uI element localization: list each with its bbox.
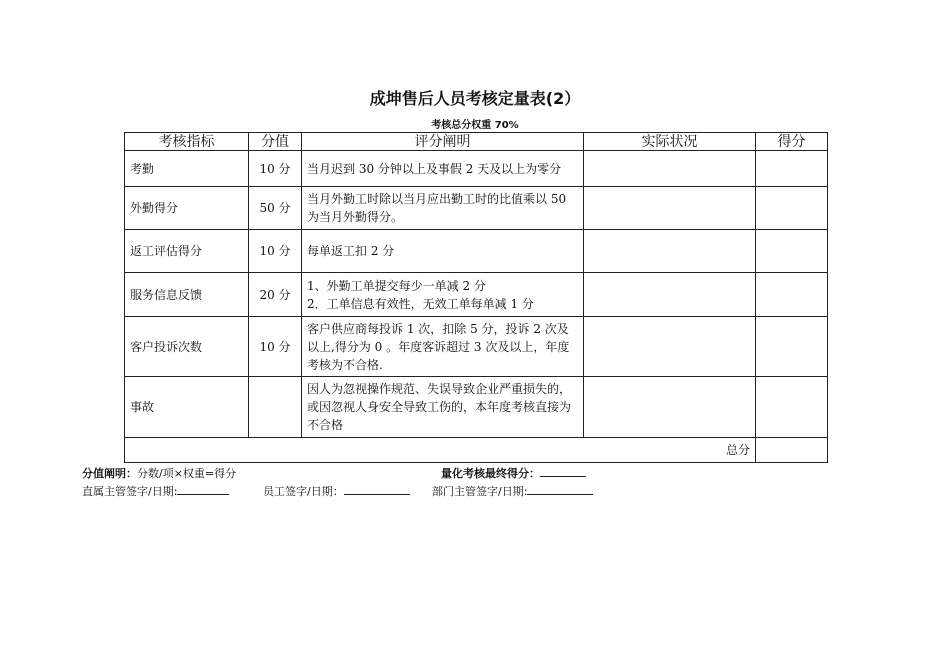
indicator-cell: 返工评估得分	[125, 230, 249, 273]
column-header: 分值	[249, 133, 302, 151]
department-signature	[432, 483, 593, 499]
result-cell[interactable]	[756, 187, 828, 230]
indicator-cell: 事故	[125, 377, 249, 438]
department-signature-label: 部门主管签字/日期:	[432, 485, 528, 498]
result-cell[interactable]	[756, 151, 828, 187]
table-row	[125, 230, 828, 273]
page-title: 成坤售后人员考核定量表(2）	[369, 89, 581, 108]
indicator-cell: 外勤得分	[125, 187, 249, 230]
table-row	[125, 273, 828, 317]
weight-subtitle: 考核总分权重 70%	[431, 120, 519, 131]
table-row	[125, 187, 828, 230]
criteria-cell: 当月外勤工时除以当月应出勤工时的比值乘以 50 为当月外勤得分。	[302, 187, 584, 230]
actual-cell[interactable]	[584, 377, 756, 438]
criteria-line: 2．工单信息有效性，无效工单每单减 1 分	[307, 296, 534, 311]
explain-text: 分数/项×权重=得分	[137, 467, 237, 480]
final-score-label: 量化考核最终得分：	[441, 467, 540, 480]
final-score	[441, 465, 586, 481]
criteria-cell: 每单返工扣 2 分	[302, 230, 584, 273]
table-row	[125, 377, 828, 438]
indicator-cell: 客户投诉次数	[125, 317, 249, 377]
total-label: 总分	[125, 438, 756, 463]
supervisor-signature-label: 直属主管签字/日期:	[82, 485, 178, 498]
score-explanation	[82, 465, 236, 481]
actual-cell[interactable]	[584, 230, 756, 273]
actual-cell[interactable]	[584, 317, 756, 377]
score-cell	[249, 377, 302, 438]
actual-cell[interactable]	[584, 187, 756, 230]
employee-signature	[263, 483, 410, 499]
column-header: 得分	[756, 133, 828, 151]
criteria-cell	[302, 273, 584, 317]
column-header: 考核指标	[125, 133, 249, 151]
criteria-cell: 当月迟到 30 分钟以上及事假 2 天及以上为零分	[302, 151, 584, 187]
table-row	[125, 317, 828, 377]
score-cell: 10 分	[249, 317, 302, 377]
result-cell[interactable]	[756, 317, 828, 377]
final-score-blank[interactable]	[540, 465, 586, 477]
score-cell: 50 分	[249, 187, 302, 230]
table-row	[125, 151, 828, 187]
column-header: 实际状况	[584, 133, 756, 151]
indicator-cell: 服务信息反馈	[125, 273, 249, 317]
column-header: 评分阐明	[302, 133, 584, 151]
criteria-cell: 客户供应商每投诉 1 次，扣除 5 分，投诉 2 次及以上,得分为 0 。年度客诉超过 3 次及以上，年度考核为不合格.	[302, 317, 584, 377]
table-header-row	[125, 133, 828, 151]
indicator-cell: 考勤	[125, 151, 249, 187]
actual-cell[interactable]	[584, 151, 756, 187]
actual-cell[interactable]	[584, 273, 756, 317]
employee-signature-label: 员工签字/日期：	[263, 485, 344, 498]
result-cell[interactable]	[756, 377, 828, 438]
total-score-cell[interactable]	[756, 438, 828, 463]
explain-label: 分值阐明：	[82, 467, 137, 480]
assessment-table	[124, 132, 828, 463]
criteria-line: 1、外勤工单提交每少一单减 2 分	[307, 278, 486, 293]
result-cell[interactable]	[756, 230, 828, 273]
score-cell: 10 分	[249, 230, 302, 273]
result-cell[interactable]	[756, 273, 828, 317]
score-cell: 20 分	[249, 273, 302, 317]
supervisor-signature-blank[interactable]	[177, 483, 229, 495]
criteria-cell: 因人为忽视操作规范、失误导致企业严重损失的，或因忽视人身安全导致工伤的，本年度考核直接为不合格	[302, 377, 584, 438]
score-cell: 10 分	[249, 151, 302, 187]
department-signature-blank[interactable]	[527, 483, 593, 495]
employee-signature-blank[interactable]	[344, 483, 410, 495]
supervisor-signature	[82, 483, 229, 499]
total-row	[125, 438, 828, 463]
